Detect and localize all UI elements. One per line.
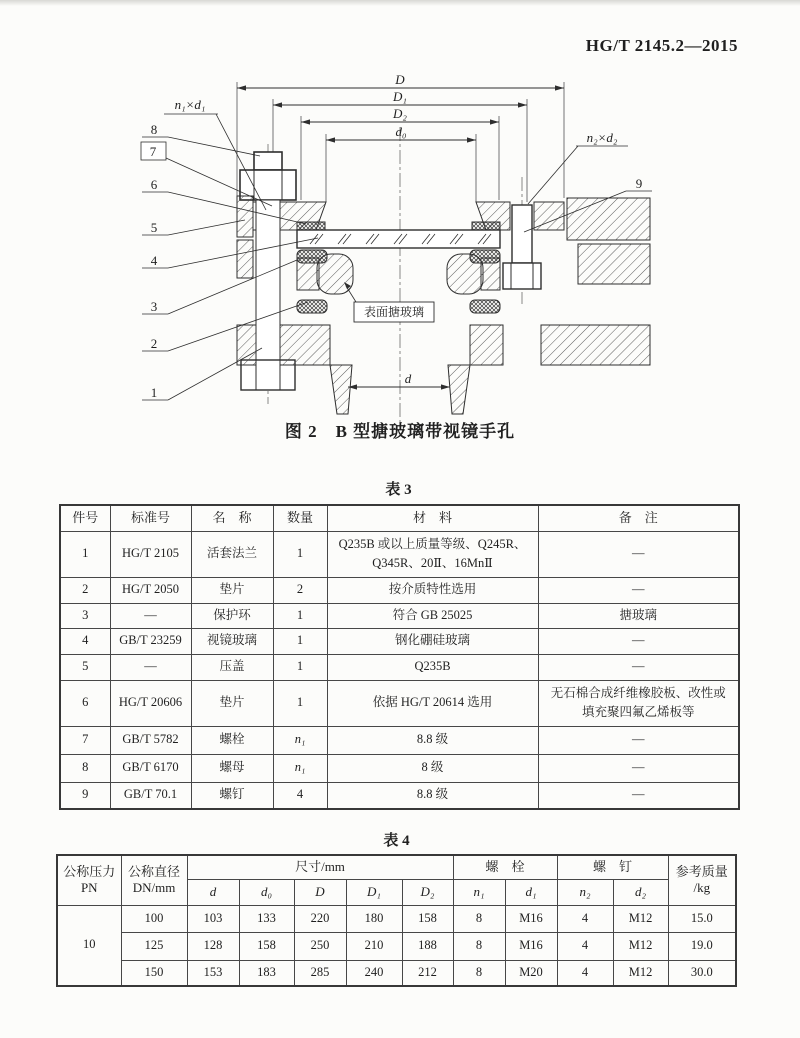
cell-remark: — (538, 754, 739, 782)
remark-line2: 填充聚四氟乙烯板等 (581, 705, 695, 719)
col-header-standard: 标准号 (110, 505, 191, 531)
cell-part-no: 2 (60, 577, 110, 603)
cell-part-no: 7 (60, 726, 110, 754)
cell-name: 垫片 (191, 577, 273, 603)
callout-9: 9 (635, 176, 643, 191)
table-row (60, 577, 739, 603)
cell-name: 压盖 (191, 654, 273, 680)
sub-header-D2: D₂ (402, 879, 453, 905)
cell-qty: 1 (273, 603, 327, 628)
cell-part-no: 3 (60, 603, 110, 628)
cell-material: 8.8 级 (327, 726, 538, 754)
cell-d1: M20 (505, 960, 557, 986)
mass-line1: 参考质量 (675, 864, 728, 879)
cell-qty: 2 (273, 577, 327, 603)
cell-dn: 100 (121, 905, 187, 932)
cell-qty: 4 (273, 782, 327, 809)
cell-name: 活套法兰 (191, 531, 273, 577)
cell-remark: 搪玻璃 (538, 603, 739, 628)
cell-standard: HG/T 2105 (110, 531, 191, 577)
table-row (60, 754, 739, 782)
cell-qty: n₁ (273, 754, 327, 782)
cell-d2: M12 (613, 960, 668, 986)
cell-name: 螺母 (191, 754, 273, 782)
cell-qty: 1 (273, 628, 327, 654)
dn-line2: DN/mm (132, 880, 176, 896)
cell-d2: M12 (613, 905, 668, 932)
cell-D2: 188 (402, 932, 453, 960)
cell-name: 螺栓 (191, 726, 273, 754)
cell-remark: — (538, 628, 739, 654)
pn-line2: PN (80, 880, 98, 896)
cell-material (327, 531, 538, 577)
cell-D2: 212 (402, 960, 453, 986)
callout-3: 3 (150, 299, 158, 314)
cell-d0: 183 (239, 960, 294, 986)
callout-6: 6 (150, 177, 158, 192)
table-row (60, 680, 739, 726)
cell-part-no: 1 (60, 531, 110, 577)
group-header-screw: 螺 钉 (557, 855, 668, 879)
table-row (57, 932, 736, 960)
cell-remark: — (538, 726, 739, 754)
cell-material: 8.8 级 (327, 782, 538, 809)
table-row (60, 782, 739, 809)
cell-part-no: 5 (60, 654, 110, 680)
cell-D: 250 (294, 932, 346, 960)
cell-name: 保护环 (191, 603, 273, 628)
cell-material: Q235B (327, 654, 538, 680)
cell-remark: — (538, 782, 739, 809)
cell-standard: HG/T 2050 (110, 577, 191, 603)
group-header-bolt: 螺 栓 (453, 855, 557, 879)
cell-D: 220 (294, 905, 346, 932)
remark-line1: 无石棉合成纤维橡胶板、改性或 (550, 686, 726, 701)
cell-d1: M16 (505, 905, 557, 932)
cell-standard: GB/T 23259 (110, 628, 191, 654)
sub-header-d1: d₁ (505, 879, 557, 905)
sub-header-D1: D₁ (346, 879, 402, 905)
cell-d: 153 (187, 960, 239, 986)
cell-standard: GB/T 5782 (110, 726, 191, 754)
dimensions-table (56, 854, 737, 987)
material-line2: Q345R、20Ⅱ、16MnⅡ (372, 556, 493, 570)
table-row (57, 960, 736, 986)
figure-2-drawing (120, 72, 700, 424)
col-header-qty: 数量 (273, 505, 327, 531)
material-line1: Q235B 或以上质量等级、Q245R、 (338, 537, 527, 552)
sight-glass (297, 230, 500, 248)
cell-d: 128 (187, 932, 239, 960)
callout-4: 4 (150, 253, 158, 268)
scan-shadow (0, 0, 800, 6)
cell-n1: 8 (453, 932, 505, 960)
cell-D1: 180 (346, 905, 402, 932)
cell-standard: HG/T 20606 (110, 680, 191, 726)
sub-header-n2: n₂ (557, 879, 613, 905)
col-header-name: 名 称 (191, 505, 273, 531)
cell-n2: 4 (557, 960, 613, 986)
dim-label-D2: D₂ (393, 106, 407, 121)
parts-table (59, 504, 740, 810)
dim-label-D1: D₁ (393, 89, 407, 104)
loose-flange-rim-right (567, 198, 650, 284)
cell-remark (538, 680, 739, 726)
table-header-row (57, 855, 736, 879)
cell-part-no: 8 (60, 754, 110, 782)
cell-remark: — (538, 654, 739, 680)
cell-n1: 8 (453, 960, 505, 986)
cell-qty: 1 (273, 654, 327, 680)
cell-d1: M16 (505, 932, 557, 960)
table-row (60, 628, 739, 654)
cell-material: 依据 HG/T 20614 选用 (327, 680, 538, 726)
cell-name: 垫片 (191, 680, 273, 726)
cell-material: 按介质特性选用 (327, 577, 538, 603)
cell-dn: 150 (121, 960, 187, 986)
bolt-group-label: n₁×d₁ (174, 97, 206, 112)
cell-d: 103 (187, 905, 239, 932)
dim-label-d: d (404, 371, 412, 386)
cell-D1: 210 (346, 932, 402, 960)
figure-caption: 图 2 B 型搪玻璃带视镜手孔 (284, 422, 516, 441)
cell-part-no: 4 (60, 628, 110, 654)
table-row (60, 531, 739, 577)
table-row (60, 603, 739, 628)
cell-part-no: 9 (60, 782, 110, 809)
mass-line2: /kg (693, 880, 711, 896)
col-header-pn (57, 855, 121, 905)
cell-qty: n₁ (273, 726, 327, 754)
cell-d2: M12 (613, 932, 668, 960)
gasket-upper (297, 222, 500, 230)
callout-8: 8 (150, 122, 158, 137)
sub-header-d0: d₀ (239, 879, 294, 905)
table3-title: 表 3 (385, 482, 412, 498)
cell-mass: 30.0 (668, 960, 736, 986)
cell-d0: 158 (239, 932, 294, 960)
sub-header-n1: n₁ (453, 879, 505, 905)
sub-header-d2: d₂ (613, 879, 668, 905)
cell-qty: 1 (273, 680, 327, 726)
loose-flange (237, 325, 650, 365)
cell-name: 视镜玻璃 (191, 628, 273, 654)
cell-material: 钢化硼硅玻璃 (327, 628, 538, 654)
cell-qty: 1 (273, 531, 327, 577)
cell-remark: — (538, 531, 739, 577)
col-header-mass (668, 855, 736, 905)
cell-D1: 240 (346, 960, 402, 986)
cell-standard: GB/T 6170 (110, 754, 191, 782)
dn-line1: 公称直径 (127, 864, 180, 879)
col-header-material: 材 料 (327, 505, 538, 531)
table-row (60, 726, 739, 754)
cell-pn: 10 (57, 905, 121, 986)
cell-D: 285 (294, 960, 346, 986)
cell-standard: — (110, 603, 191, 628)
cell-d0: 133 (239, 905, 294, 932)
table-header-row (60, 505, 739, 531)
table4-title: 表 4 (383, 833, 410, 849)
cell-dn: 125 (121, 932, 187, 960)
dim-label-d0: d₀ (395, 124, 407, 139)
cell-n2: 4 (557, 932, 613, 960)
cell-n1: 8 (453, 905, 505, 932)
col-header-remark: 备 注 (538, 505, 739, 531)
screw-group-label: n₂×d₂ (586, 130, 618, 145)
cell-n2: 4 (557, 905, 613, 932)
col-header-part-no: 件号 (60, 505, 110, 531)
group-header-size: 尺寸/mm (187, 855, 453, 879)
cell-standard: GB/T 70.1 (110, 782, 191, 809)
callout-1: 1 (150, 385, 158, 400)
cell-standard: — (110, 654, 191, 680)
protective-ring (297, 254, 500, 294)
surface-glass-label: 表面搪玻璃 (363, 305, 425, 319)
cell-part-no: 6 (60, 680, 110, 726)
cell-mass: 15.0 (668, 905, 736, 932)
cell-mass: 19.0 (668, 932, 736, 960)
table-row (57, 905, 736, 932)
cell-name: 螺钉 (191, 782, 273, 809)
cell-material: 8 级 (327, 754, 538, 782)
sub-header-D: D (294, 879, 346, 905)
table-row (60, 654, 739, 680)
callout-5: 5 (150, 220, 158, 235)
pn-line1: 公称压力 (63, 864, 116, 879)
cell-remark: — (538, 577, 739, 603)
dim-label-D: D (395, 72, 405, 87)
callout-7: 7 (149, 144, 157, 159)
standard-code: HG/T 2145.2—2015 (585, 36, 738, 55)
callout-2: 2 (150, 336, 158, 351)
sub-header-d: d (187, 879, 239, 905)
cell-material: 符合 GB 25025 (327, 603, 538, 628)
cell-D2: 158 (402, 905, 453, 932)
col-header-dn (121, 855, 187, 905)
